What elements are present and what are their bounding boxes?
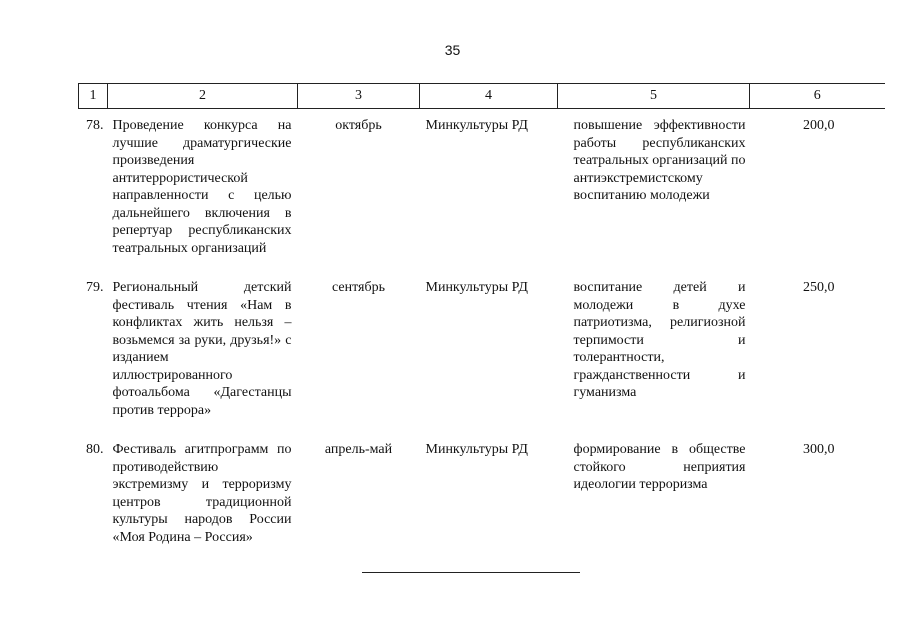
column-header-5: 5 [558,84,750,109]
item-number: 80. [86,442,104,457]
measures-table [78,83,885,560]
event-executor: Минкультуры РД [425,118,528,133]
event-description: Фестиваль агитпрограмм по противодействию экстремизму и терроризму центров традиционной культуры народов России «Моя Родина – Россия» [112,442,292,545]
funding-amount: 300,0 [803,442,835,457]
table-row [79,109,885,272]
page-number: 35 [444,42,461,58]
table-row [79,433,885,560]
event-term: сентябрь [332,280,385,295]
column-header-1: 1 [79,84,108,109]
column-header-3: 3 [298,84,420,109]
expected-result: повышение эффективности работы республиканских театральных организаций по антиэкстремистскому воспитанию молодежи [573,118,746,203]
table-row [79,271,885,433]
end-of-section-line [362,572,580,573]
event-executor: Минкультуры РД [425,442,528,457]
event-executor: Минкультуры РД [425,280,528,295]
column-header-2: 2 [108,84,298,109]
expected-result: формирование в обществе стойкого неприятия идеологии терроризма [573,442,746,492]
event-description: Проведение конкурса на лучшие драматургические произведения антитеррористической направленности с целью дальнейшего включения в репертуар республиканских театральных организаций [112,118,292,256]
column-header-6: 6 [750,84,885,109]
funding-amount: 200,0 [803,118,835,133]
funding-amount: 250,0 [803,280,835,295]
event-term: апрель-май [324,442,393,457]
item-number: 79. [86,280,104,295]
event-description: Региональный детский фестиваль чтения «Нам в конфликтах жить нельзя – возьмемся за руки, друзья!» с изданием иллюстрированного фотоальбома «Дагестанцы против террора» [112,280,292,418]
item-number: 78. [86,118,104,133]
expected-result: воспитание детей и молодежи в духе патриотизма, религиозной терпимости и толерантности, гражданственности и гуманизма [573,280,746,400]
column-header-4: 4 [420,84,558,109]
event-term: октябрь [335,118,382,133]
column-number-row [79,84,885,109]
